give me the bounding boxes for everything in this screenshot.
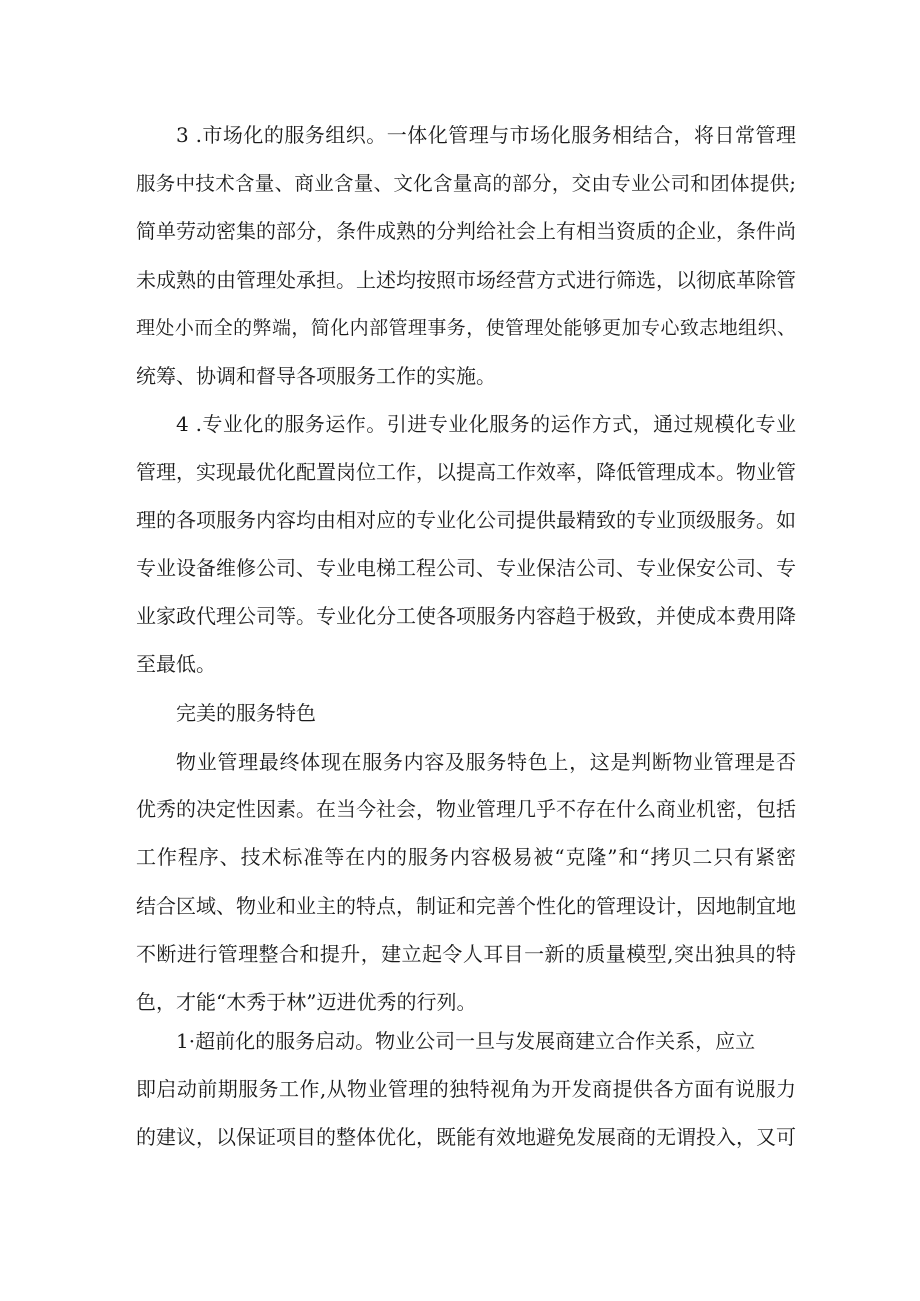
paragraph-5-line-2: 优秀的决定性因素。在当今社会，物业管理几乎不存在什么商业机密，包括 — [136, 797, 796, 821]
paragraph-3-line-3: 简单劳动密集的部分，条件成熟的分判给社会上有相当资质的企业，条件尚 — [136, 219, 796, 243]
paragraph-5-line-5: 不断进行管理整合和提升，建立起令人耳目一新的质量模型,突出独具的特 — [136, 942, 796, 966]
paragraph-6-line-1: 1·超前化的服务启动。物业公司一旦与发展商建立合作关系，应立 — [176, 1029, 756, 1053]
paragraph-4-line-2: 管理，实现最优化配置岗位工作，以提高工作效率，降低管理成本。物业管 — [136, 460, 796, 484]
paragraph-6-line-3: 的建议，以保证项目的整体优化，既能有效地避免发展商的无谓投入，又可 — [136, 1125, 796, 1149]
paragraph-4-line-4: 专业设备维修公司、专业电梯工程公司、专业保洁公司、专业保安公司、专 — [136, 556, 796, 580]
paragraph-5-line-1: 物业管理最终体现在服务内容及服务特色上，这是判断物业管理是否 — [176, 750, 796, 774]
paragraph-5-line-3: 工作程序、技术标准等在内的服务内容极易被“克隆”和“拷贝二只有紧密 — [136, 845, 796, 869]
paragraph-3-line-2: 服务中技术含量、商业含量、文化含量高的部分，交由专业公司和团体提供; — [136, 172, 796, 195]
paragraph-3-line-5: 理处小而全的弊端，简化内部管理事务，使管理处能够更加专心致志地组织、 — [136, 317, 796, 339]
paragraph-4-line-6: 至最低。 — [136, 652, 216, 676]
section-heading: 完美的服务特色 — [176, 701, 316, 725]
paragraph-4-line-3: 理的各项服务内容均由相对应的专业化公司提供最精致的专业顶级服务。如 — [136, 508, 796, 532]
paragraph-4-line-5: 业家政代理公司等。专业化分工使各项服务内容趋于极致，并使成本费用降 — [136, 604, 796, 628]
paragraph-6-line-2: 即启动前期服务工作,从物业管理的独特视角为开发商提供各方面有说服力 — [136, 1077, 796, 1101]
paragraph-5-line-6: 色，才能“木秀于林”迈进优秀的行列。 — [136, 990, 477, 1014]
paragraph-4-line-1: 4 .专业化的服务运作。引进专业化服务的运作方式，通过规模化专业 — [176, 412, 796, 436]
paragraph-5-line-4: 结合区域、物业和业主的特点，制证和完善个性化的管理设计，因地制宜地 — [136, 894, 796, 918]
paragraph-3-line-1: 3 .市场化的服务组织。一体化管理与市场化服务相结合，将日常管理 — [176, 123, 796, 147]
paragraph-3-line-6: 统筹、协调和督导各项服务工作的实施。 — [136, 364, 496, 388]
paragraph-3-line-4: 未成熟的由管理处承担。上述均按照市场经营方式进行筛选，以彻底革除管 — [136, 268, 796, 292]
